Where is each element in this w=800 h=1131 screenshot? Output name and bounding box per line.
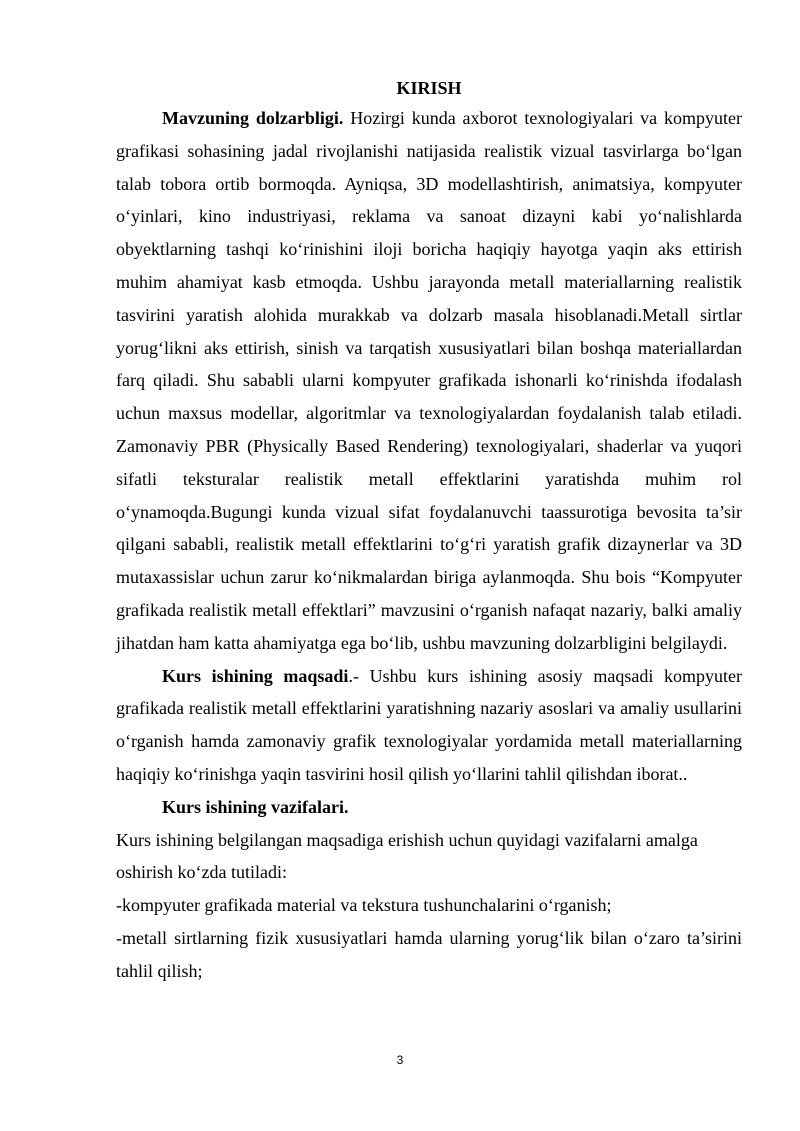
page-number: 3 xyxy=(396,1053,404,1067)
tasks-heading-paragraph xyxy=(116,791,742,824)
relevance-heading: Mavzuning dolzarbligi. xyxy=(162,108,344,128)
relevance-paragraph xyxy=(116,102,742,660)
relevance-text: Hozirgi kunda axborot texnologiyalari va kompyuter grafikasi sohasining jadal rivojlanishi natijasida realistik vizual tasvirlarga bo‘lgan talab tobora ortib bormoqda. Ayniqsa, 3D modellashtirish, animatsiya, kompyuter o‘yinlari, kino industriyasi, reklama va sanoat dizayni kabi yo‘nalishlarda obyektlarning tashqi ko‘rinishini iloji boricha haqiqiy hayotga yaqin aks ettirish muhim ahamiyat kasb etmoqda. Ushbu jarayonda metall materiallarning realistik tasvirini yaratish alohida murakkab va dolzarb masala hisoblanadi.Metall sirtlar yorug‘likni aks ettirish, sinish va tarqatish xususiyatlari bilan boshqa materiallardan farq qiladi. Shu sababli ularni kompyuter grafikada ishonarli ko‘rinishda ifodalash uchun maxsus modellar, algoritmlar va texnologiyalardan foydalanish talab etiladi. Zamonaviy PBR (Physically Based Rendering) texnologiyalari, shaderlar va yuqori sifatli teksturalar realistik metall effektlarini yaratishda muhim rol o‘ynamoqda.Bugungi kunda vizual sifat foydalanuvchi taassurotiga bevosita ta’sir qilgani sababli, realistik metall effektlarini to‘g‘ri yaratish grafik dizaynerlar va 3D mutaxassislar uchun zarur ko‘nikmalardan biriga aylanmoqda. Shu bois “Kompyuter grafikada realistik metall effektlari” mavzusini o‘rganish nafaqat nazariy, balki amaliy jihatdan ham katta ahamiyatga ega bo‘lib, ushbu mavzuning dolzarbligini belgilaydi. xyxy=(116,108,742,653)
page-content xyxy=(116,74,742,988)
task-item: -metall sirtlarning fizik xususiyatlari hamda ularning yorug‘lik bilan o‘zaro ta’sirini tahlil qilish; xyxy=(116,927,742,981)
tasks-heading: Kurs ishining vazifalari. xyxy=(162,796,349,817)
page-title: KIRISH xyxy=(396,78,462,98)
goal-text: .- Ushbu kurs ishining asosiy maqsadi kompyuter grafikada realistik metall effektlarini yaratishning nazariy asoslari va amaliy usullarini o‘rganish hamda zamonaviy grafik texnologiyalar yordamida metall materiallarning haqiqiy ko‘rinishga yaqin tasvirini hosil qilish yo‘llarini tahlil qilishdan iborat.. xyxy=(116,665,742,784)
goal-heading: Kurs ishining maqsadi xyxy=(162,665,349,686)
tasks-intro: Kurs ishining belgilangan maqsadiga erishish uchun quyidagi vazifalarni amalga oshirish ko‘zda tutiladi: xyxy=(116,829,698,883)
goal-paragraph xyxy=(116,660,742,791)
task-item: -kompyuter grafikada material va tekstura tushunchalarini o‘rganish; xyxy=(116,895,612,916)
